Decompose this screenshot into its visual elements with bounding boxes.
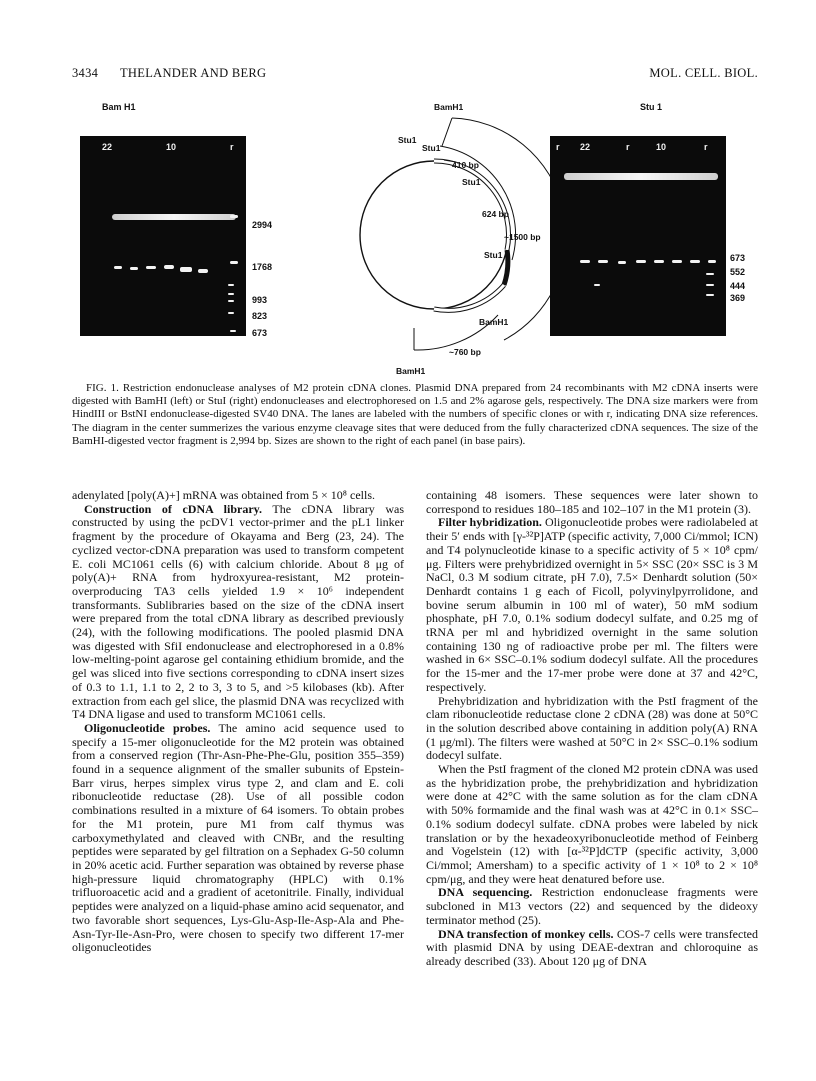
paragraph-text: Oligonucleotide probes were radiolabeled at their 5′ ends with [γ-³²P]ATP (specific activity, 7,000 Ci/mmol; ICN) and T4 polynucleotide kinase to a specific activity of 5 × 10⁸ cpm/μg. Filters were prehybridized overnight in 5× SSC (20× SSC is 3 M NaCl, 0.3 M sodium citrate, pH 7.0), 7.5× Denhardt solution (50× Denhardt contains 1 g each of Ficoll, polyvinylpyrrolidone, and bovine serum albumin in 100 ml of water), 50 mM sodium phosphate, pH 7.0, 0.1% sodium dodecyl sulfate, and 0.25 mg of tRNA per ml and hybridized overnight in the same solution containing 130 ng of radioactive probe per ml. The filters were washed in 6× SSC–0.1% sodium dodecyl sulfate. All the procedures for the 15-mer and the 17-mer probe were done at 37 and 42°C, respectively. — [426, 515, 758, 694]
bamhi-tick — [442, 118, 452, 146]
gel-band — [708, 260, 716, 263]
map-label: BamH1 — [396, 366, 426, 376]
section-heading: Construction of cDNA library. — [84, 501, 263, 516]
caption-text: FIG. 1. Restriction endonuclease analyses of M2 protein cDNA clones. Plasmid DNA prepared from 24 recombinants with M2 cDNA inserts were digested with BamHI (left) or StuI (right) endonucleases and electrophoresed on 1.5 and 2% agarose gels, respectively. The DNA size markers were from HindIII or BstNI endonuclease-digested SV40 DNA. The lanes are labeled with the numbers of specific clones or with r, indicating DNA size references. The diagram in the center summerizes the various enzyme cleavage sites that were deduced from the fully characterized cDNA sequences. The size of the BamHI-digested vector fragment is 2,994 bp. Sizes are shown to the right of each panel (in base pairs). — [72, 382, 758, 447]
map-label: 410 bp — [452, 160, 479, 170]
gel-band — [130, 267, 138, 270]
figure-1 — [72, 100, 758, 378]
gel-band — [230, 215, 238, 218]
gel-band — [706, 284, 714, 286]
page-number: 3434 — [72, 66, 99, 80]
map-label: ~1500 bp — [504, 232, 541, 242]
gel-band — [618, 261, 626, 264]
section-heading: DNA transfection of monkey cells. — [438, 926, 614, 941]
gel-band — [706, 294, 714, 296]
gel-band — [146, 266, 156, 269]
cdna-insert-inner — [434, 161, 509, 250]
map-label: BamH1 — [479, 317, 509, 327]
gel-band — [230, 261, 238, 264]
right-lane-label: 10 — [656, 142, 667, 152]
section-heading: Filter hybridization. — [438, 515, 542, 530]
gel-band — [198, 269, 208, 273]
paragraph — [72, 503, 404, 722]
left-lane-label: r — [230, 142, 234, 152]
right-lane-label: 22 — [580, 142, 591, 152]
gel-band — [690, 260, 700, 263]
gel-band — [228, 312, 234, 314]
gel-band — [164, 265, 174, 269]
size-marker: 673 — [252, 328, 268, 338]
paragraph-text: The amino acid sequence used to specify a 15-mer oligonucleotide for the M2 protein was obtained from a conserved region (Thr-Asn-Phe-Phe-Glu, position 355–359) found in a sequence alignment of the smaller subunits of Epstein-Barr virus, herpes simplex virus type 2, and clam and E. coli ribonucleotide reductase (28). Use of all possible codon combinations resulted in a mixture of 64 isomers. To obtain probes for the M1 protein, pure M1 from calf thymus was carboxymethylated and cleaved with CNBr, and the resulting peptides were separated by gel filtration on a Sephadex G-50 column in 20% acetic acid. Further separation was obtained by reverse phase high-pressure liquid chromatography (HPLC) with 0.1% trifluoroacetic acid and a gradient of acetonitrile. Finally, individual peptides were analyzed on a liquid-phase amino acid sequenator, and two favorable short sequences, Lys-Glu-Asp-Ile-Asp-Ala and Phe-Asn-Tyr-Ile-Asn-Pro, were chosen to specify two different 17-mer oligonucleotides — [72, 720, 404, 955]
right-lane-label: r — [704, 142, 708, 152]
size-marker: 369 — [730, 293, 746, 303]
cdna-insert-segment — [434, 161, 509, 250]
gel-band-vector — [112, 214, 236, 220]
right-lane-label: r — [556, 142, 560, 152]
right-column — [426, 489, 758, 969]
left-panel-title: Bam H1 — [102, 102, 136, 112]
map-label: Stu1 — [462, 177, 481, 187]
left-column — [72, 489, 404, 955]
gel-band — [580, 260, 590, 263]
size-marker: 1768 — [252, 262, 273, 272]
paragraph: adenylated [poly(A)+] mRNA was obtained from 5 × 10⁸ cells. — [72, 488, 375, 502]
gel-band — [706, 273, 714, 275]
right-panel-title: Stu 1 — [640, 102, 663, 112]
size-marker: 2994 — [252, 220, 273, 230]
map-label: ~760 bp — [449, 347, 481, 357]
left-gel-image — [80, 136, 246, 336]
paragraph-text: COS-7 cells were transfected with plasmid DNA by using DEAE-dextran and chloroquine as already described (33). About 120 μg of DNA — [426, 926, 758, 968]
gel-band — [114, 266, 122, 269]
gel-band — [654, 260, 664, 263]
running-authors: THELANDER AND BERG — [120, 66, 267, 80]
paragraph — [426, 886, 758, 927]
map-label: Stu1 — [398, 135, 417, 145]
paragraph — [72, 722, 404, 955]
gel-band-vector — [564, 173, 718, 180]
map-label: Stu1 — [422, 143, 441, 153]
right-gel-image — [550, 136, 726, 336]
left-lane-label: 22 — [102, 142, 113, 152]
size-marker: 673 — [730, 253, 746, 263]
paragraph-text: Restriction endonuclease fragments were subcloned in M13 vectors (22) and sequenced by the dideoxy terminator method (25). — [426, 885, 758, 927]
size-marker: 444 — [730, 281, 746, 291]
paragraph — [426, 928, 758, 969]
journal-name: MOL. CELL. BIOL. — [649, 66, 758, 80]
gel-band — [228, 300, 234, 302]
size-marker: 823 — [252, 311, 268, 321]
section-heading: Oligonucleotide probes. — [84, 720, 211, 735]
paragraph — [426, 516, 758, 694]
paragraph: When the PstI fragment of the cloned M2 protein cDNA was used as the hybridization probe, the prehybridization and hybridization were done at 42°C with the same solution as for the clam cDNA with 50% formamide and the final wash was at 42°C in 0.1× SSC–0.1% sodium dodecyl sulfate. cDNA probes were labeled by nick translation or by the hexadeoxyribonucleotide method of Feinberg and Vogelstein (12) with [α-³²P]dCTP (specific activity, 3,000 Ci/mmol; Amersham) to a specific activity of 1 × 10⁸ to 2 × 10⁸ cpm/μg, and they were heat denatured before use. — [426, 762, 758, 886]
gel-band — [636, 260, 646, 263]
gel-band — [598, 260, 608, 263]
gel-band — [230, 330, 236, 332]
gel-band — [594, 284, 600, 286]
paragraph: containing 48 isomers. These sequences were later shown to correspond to residues 180–185 and 102–107 in the M1 protein (3). — [426, 488, 758, 516]
map-label: Stu1 — [484, 250, 503, 260]
gel-band — [228, 284, 234, 286]
size-marker: 993 — [252, 295, 268, 305]
gel-band — [180, 267, 192, 272]
paragraph-text: The cDNA library was constructed by using the pcDV1 vector-primer and the pL1 linker fragment by the procedure of Okayama and Berg (23, 24). The cyclized vector-cDNA preparation was used to transform competent E. coli MC1061 cells (6) with calcium chloride. About 8 μg of poly(A)+ RNA from hydroxyurea-resistant, M2 protein-overproducing TA3 cells yielded 1.9 × 10⁶ independent transformants. Sublibraries based on the size of the cDNA insert were prepared from the total cDNA library as described previously (24), with the following modifications. The pooled plasmid DNA was digested with SfiI endonuclease and electrophoresed in a 0.8% low-melting-point agarose gel containing ethidium bromide, and the gel was sliced into five sections corresponding to cDNA insert sizes of 0.3 to 1.1, 1.1 to 2, 2 to 3, 3 to 5, and >5 kilobases (kb). After extraction from each gel slice, the plasmid DNA was recyclized with T4 DNA ligase and used to transform MC1061 cells. — [72, 501, 405, 722]
gel-band — [672, 260, 682, 263]
paragraph: Prehybridization and hybridization with the PstI fragment of the clam ribonucleotide reductase clone 2 cDNA (28) was done at 50°C in the solution described above containing in addition poly(A) RNA (1 μg/ml). The filters were washed at 50°C in 2× SSC–0.1% sodium dodecyl sulfate. — [426, 693, 758, 763]
figure-caption — [72, 382, 758, 448]
running-header — [72, 66, 758, 84]
plasmid-map — [334, 100, 554, 378]
right-lane-label: r — [626, 142, 630, 152]
section-heading: DNA sequencing. — [438, 885, 533, 900]
gel-band — [228, 293, 234, 295]
size-marker: 552 — [730, 267, 746, 277]
left-lane-label: 10 — [166, 142, 177, 152]
map-label: BamH1 — [434, 102, 464, 112]
map-label: 624 bp — [482, 209, 509, 219]
